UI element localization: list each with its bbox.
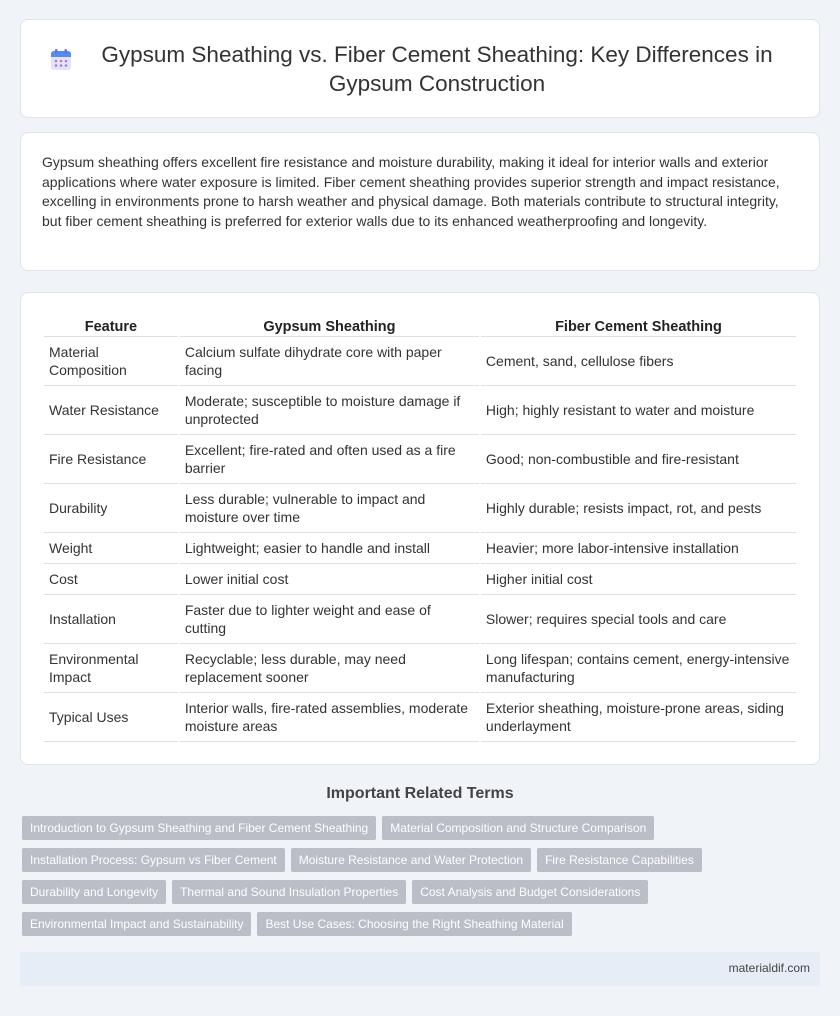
footer: [20, 952, 820, 986]
comparison-table-card: [20, 292, 820, 765]
fiber-cement-cell: Cement, sand, cellulose fibers: [481, 337, 796, 386]
header-feature: Feature: [44, 315, 178, 337]
table-row: [44, 693, 796, 742]
fiber-cement-cell: High; highly resistant to water and moisture: [481, 386, 796, 435]
feature-cell: Cost: [44, 564, 178, 595]
feature-cell: Environmental Impact: [44, 644, 178, 693]
related-term-tag[interactable]: Durability and Longevity: [22, 880, 166, 904]
gypsum-cell: Excellent; fire-rated and often used as a fire barrier: [180, 435, 479, 484]
fiber-cement-cell: Slower; requires special tools and care: [481, 595, 796, 644]
fiber-cement-cell: Exterior sheathing, moisture-prone areas, siding underlayment: [481, 693, 796, 742]
table-row: [44, 533, 796, 564]
gypsum-cell: Lower initial cost: [180, 564, 479, 595]
gypsum-cell: Recyclable; less durable, may need replacement sooner: [180, 644, 479, 693]
fiber-cement-cell: Highly durable; resists impact, rot, and pests: [481, 484, 796, 533]
table-row: [44, 644, 796, 693]
comparison-table: [42, 315, 798, 742]
gypsum-cell: Interior walls, fire-rated assemblies, moderate moisture areas: [180, 693, 479, 742]
intro-paragraph: Gypsum sheathing offers excellent fire resistance and moisture durability, making it ideal for interior walls and exterior applications where water exposure is limited. Fiber cement sheathing provides superior strength and impact resistance, excelling in environments prone to harsh weather and physical damage. Both materials contribute to structural integrity, but fiber cement sheathing is preferred for exterior walls due to its enhanced weatherproofing and longevity.: [42, 154, 780, 229]
table-row: [44, 595, 796, 644]
fiber-cement-cell: Higher initial cost: [481, 564, 796, 595]
table-row: [44, 484, 796, 533]
feature-cell: Material Composition: [44, 337, 178, 386]
related-term-tag[interactable]: Moisture Resistance and Water Protection: [291, 848, 531, 872]
header-card: [20, 19, 820, 118]
related-term-tag[interactable]: Best Use Cases: Choosing the Right Sheathing Material: [257, 912, 571, 936]
related-term-tag[interactable]: Material Composition and Structure Comparison: [382, 816, 654, 840]
feature-cell: Installation: [44, 595, 178, 644]
table-header-row: [44, 315, 796, 337]
table-row: [44, 435, 796, 484]
gypsum-cell: Moderate; susceptible to moisture damage if unprotected: [180, 386, 479, 435]
related-term-tag[interactable]: Environmental Impact and Sustainability: [22, 912, 251, 936]
table-row: [44, 337, 796, 386]
table-row: [44, 386, 796, 435]
intro-card: [20, 132, 820, 271]
related-term-tag[interactable]: Cost Analysis and Budget Considerations: [412, 880, 648, 904]
gypsum-cell: Lightweight; easier to handle and install: [180, 533, 479, 564]
feature-cell: Weight: [44, 533, 178, 564]
related-term-tag[interactable]: Fire Resistance Capabilities: [537, 848, 702, 872]
fiber-cement-cell: Long lifespan; contains cement, energy-intensive manufacturing: [481, 644, 796, 693]
related-terms-heading: Important Related Terms: [326, 785, 514, 802]
footer-site-link[interactable]: materialdif.com: [728, 961, 810, 975]
gypsum-cell: Faster due to lighter weight and ease of cutting: [180, 595, 479, 644]
related-term-tag[interactable]: Installation Process: Gypsum vs Fiber Cement: [22, 848, 285, 872]
fiber-cement-cell: Good; non-combustible and fire-resistant: [481, 435, 796, 484]
page-title: Gypsum Sheathing vs. Fiber Cement Sheathing: Key Differences in Gypsum Construction: [101, 41, 773, 96]
feature-cell: Water Resistance: [44, 386, 178, 435]
table-row: [44, 564, 796, 595]
feature-cell: Typical Uses: [44, 693, 178, 742]
related-term-tag[interactable]: Introduction to Gypsum Sheathing and Fiber Cement Sheathing: [22, 816, 376, 840]
fiber-cement-cell: Heavier; more labor-intensive installation: [481, 533, 796, 564]
related-term-tag[interactable]: Thermal and Sound Insulation Properties: [172, 880, 406, 904]
related-terms-list: [22, 816, 812, 936]
feature-cell: Fire Resistance: [44, 435, 178, 484]
gypsum-cell: Less durable; vulnerable to impact and moisture over time: [180, 484, 479, 533]
header-fiber-cement: Fiber Cement Sheathing: [481, 315, 796, 337]
gypsum-cell: Calcium sulfate dihydrate core with paper facing: [180, 337, 479, 386]
header-gypsum: Gypsum Sheathing: [180, 315, 479, 337]
feature-cell: Durability: [44, 484, 178, 533]
